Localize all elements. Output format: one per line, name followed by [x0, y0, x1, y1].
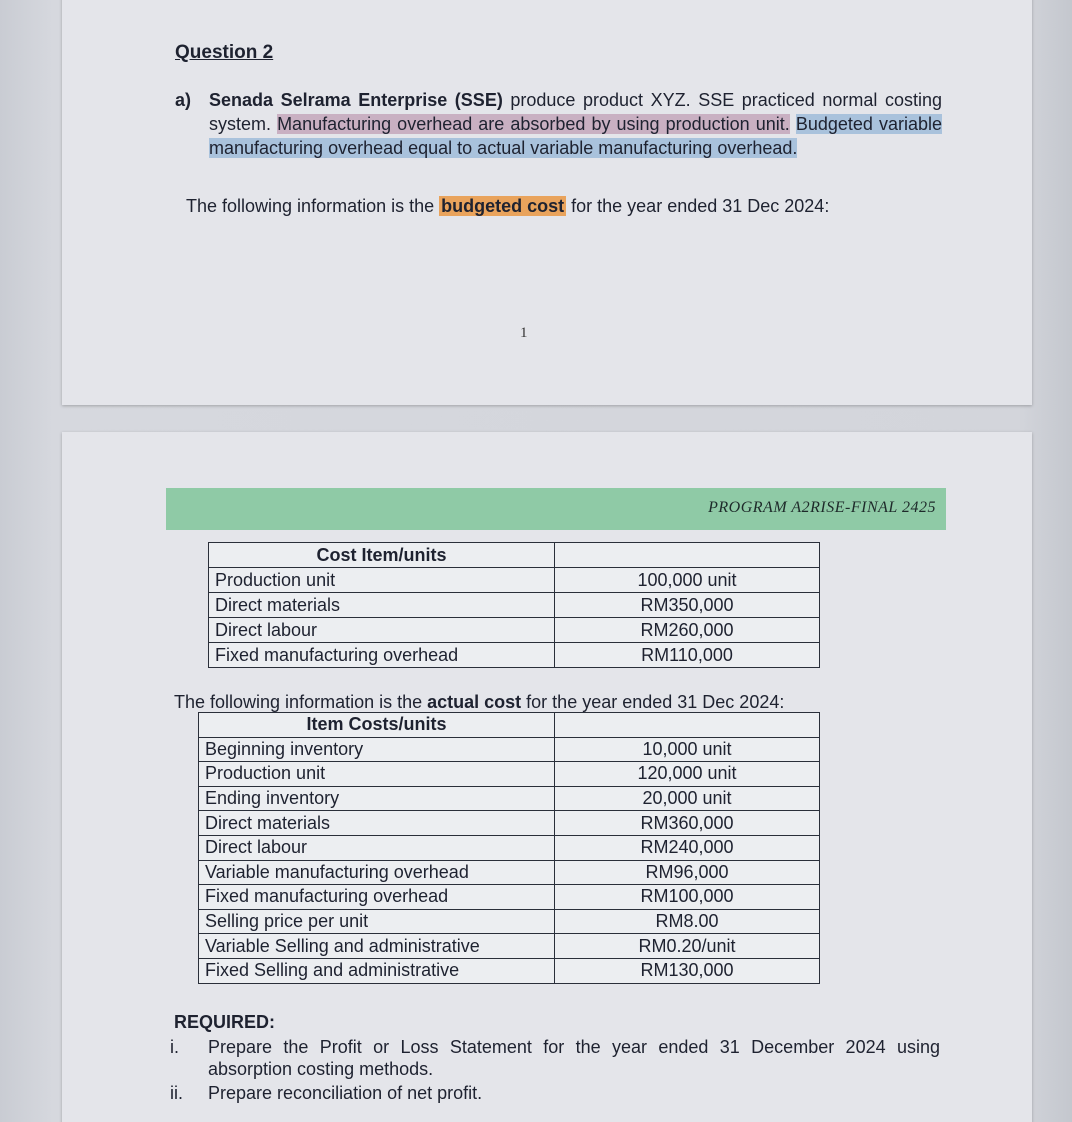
page-number: 1 — [520, 325, 528, 341]
table-row — [199, 909, 820, 934]
actual-value: RM96,000 — [555, 860, 820, 885]
part-a-paragraph — [175, 88, 942, 160]
actual-item: Fixed manufacturing overhead — [199, 885, 555, 910]
list-item — [170, 1082, 940, 1104]
actual-value: RM240,000 — [555, 835, 820, 860]
highlight-absorption: Manufacturing overhead are absorbed by using production unit. — [277, 114, 790, 134]
actual-value: RM100,000 — [555, 885, 820, 910]
table-row — [199, 885, 820, 910]
part-a-marker: a) — [175, 90, 192, 110]
actual-item: Variable manufacturing overhead — [199, 860, 555, 885]
program-label: PROGRAM A2RISE-FINAL 2425 — [708, 499, 936, 516]
budget-intro-before: The following information is the — [186, 196, 440, 216]
company-name: Senada Selrama Enterprise (SSE) — [209, 90, 503, 110]
table-row — [199, 762, 820, 787]
actual-value: 10,000 unit — [555, 737, 820, 762]
actual-item: Beginning inventory — [199, 737, 555, 762]
part-a-text-2 — [790, 114, 796, 134]
required-item-text: Prepare reconciliation of net profit. — [208, 1083, 483, 1103]
table-header-row — [199, 713, 820, 738]
actual-item: Fixed Selling and administrative — [199, 958, 555, 983]
table-header-row — [209, 543, 820, 568]
actual-value: RM8.00 — [555, 909, 820, 934]
actual-intro-after: for the year ended 31 Dec 2024: — [521, 692, 785, 712]
budget-intro — [186, 196, 829, 217]
budget-table-header: Cost Item/units — [209, 543, 555, 568]
table-row — [209, 568, 820, 593]
actual-item: Direct materials — [199, 811, 555, 836]
actual-intro-before: The following information is the — [174, 692, 428, 712]
budget-cost-table — [208, 542, 820, 668]
budget-table-header-empty — [555, 543, 820, 568]
budget-value: RM260,000 — [555, 618, 820, 643]
budgeted-cost-highlight: budgeted cost — [441, 196, 565, 216]
page-one — [62, 0, 1032, 405]
actual-value: RM130,000 — [555, 958, 820, 983]
table-row — [199, 737, 820, 762]
budget-value: 100,000 unit — [555, 568, 820, 593]
page-two — [62, 432, 1032, 1122]
table-row — [199, 811, 820, 836]
actual-item: Direct labour — [199, 835, 555, 860]
budget-item: Direct materials — [209, 593, 555, 618]
budget-value: RM110,000 — [555, 643, 820, 668]
required-item-number: i. — [170, 1037, 179, 1057]
actual-cost-bold: actual cost — [427, 692, 522, 712]
actual-table-header-empty — [555, 713, 820, 738]
budget-item: Direct labour — [209, 618, 555, 643]
actual-table-header: Item Costs/units — [199, 713, 555, 738]
required-list — [170, 1036, 940, 1106]
budget-item: Production unit — [209, 568, 555, 593]
actual-item: Variable Selling and administrative — [199, 934, 555, 959]
actual-intro — [174, 692, 784, 713]
actual-item: Ending inventory — [199, 786, 555, 811]
actual-value: RM0.20/unit — [555, 934, 820, 959]
table-row — [209, 643, 820, 668]
program-header-bar — [166, 488, 946, 530]
actual-item: Production unit — [199, 762, 555, 787]
budget-item: Fixed manufacturing overhead — [209, 643, 555, 668]
list-item — [170, 1036, 940, 1080]
question-title: Question 2 — [175, 42, 274, 63]
table-row — [199, 958, 820, 983]
table-row — [199, 934, 820, 959]
part-a-text-1: produce product XYZ. SSE practiced normal costing system. — [209, 90, 942, 134]
actual-cost-table — [198, 712, 820, 984]
budget-intro-after: for the year ended 31 Dec 2024: — [566, 196, 830, 216]
table-row — [209, 593, 820, 618]
required-heading: REQUIRED: — [174, 1012, 276, 1032]
table-row — [199, 786, 820, 811]
budget-value: RM350,000 — [555, 593, 820, 618]
actual-value: 120,000 unit — [555, 762, 820, 787]
highlight-variable-overhead: Budgeted variable manufacturing overhead equal to actual variable manufacturing overhead. — [209, 114, 942, 158]
table-row — [209, 618, 820, 643]
actual-value: 20,000 unit — [555, 786, 820, 811]
table-row — [199, 860, 820, 885]
table-row — [199, 835, 820, 860]
required-item-number: ii. — [170, 1083, 183, 1103]
actual-value: RM360,000 — [555, 811, 820, 836]
required-item-text: Prepare the Profit or Loss Statement for the year ended 31 December 2024 using absorption costing methods. — [208, 1037, 940, 1079]
actual-item: Selling price per unit — [199, 909, 555, 934]
